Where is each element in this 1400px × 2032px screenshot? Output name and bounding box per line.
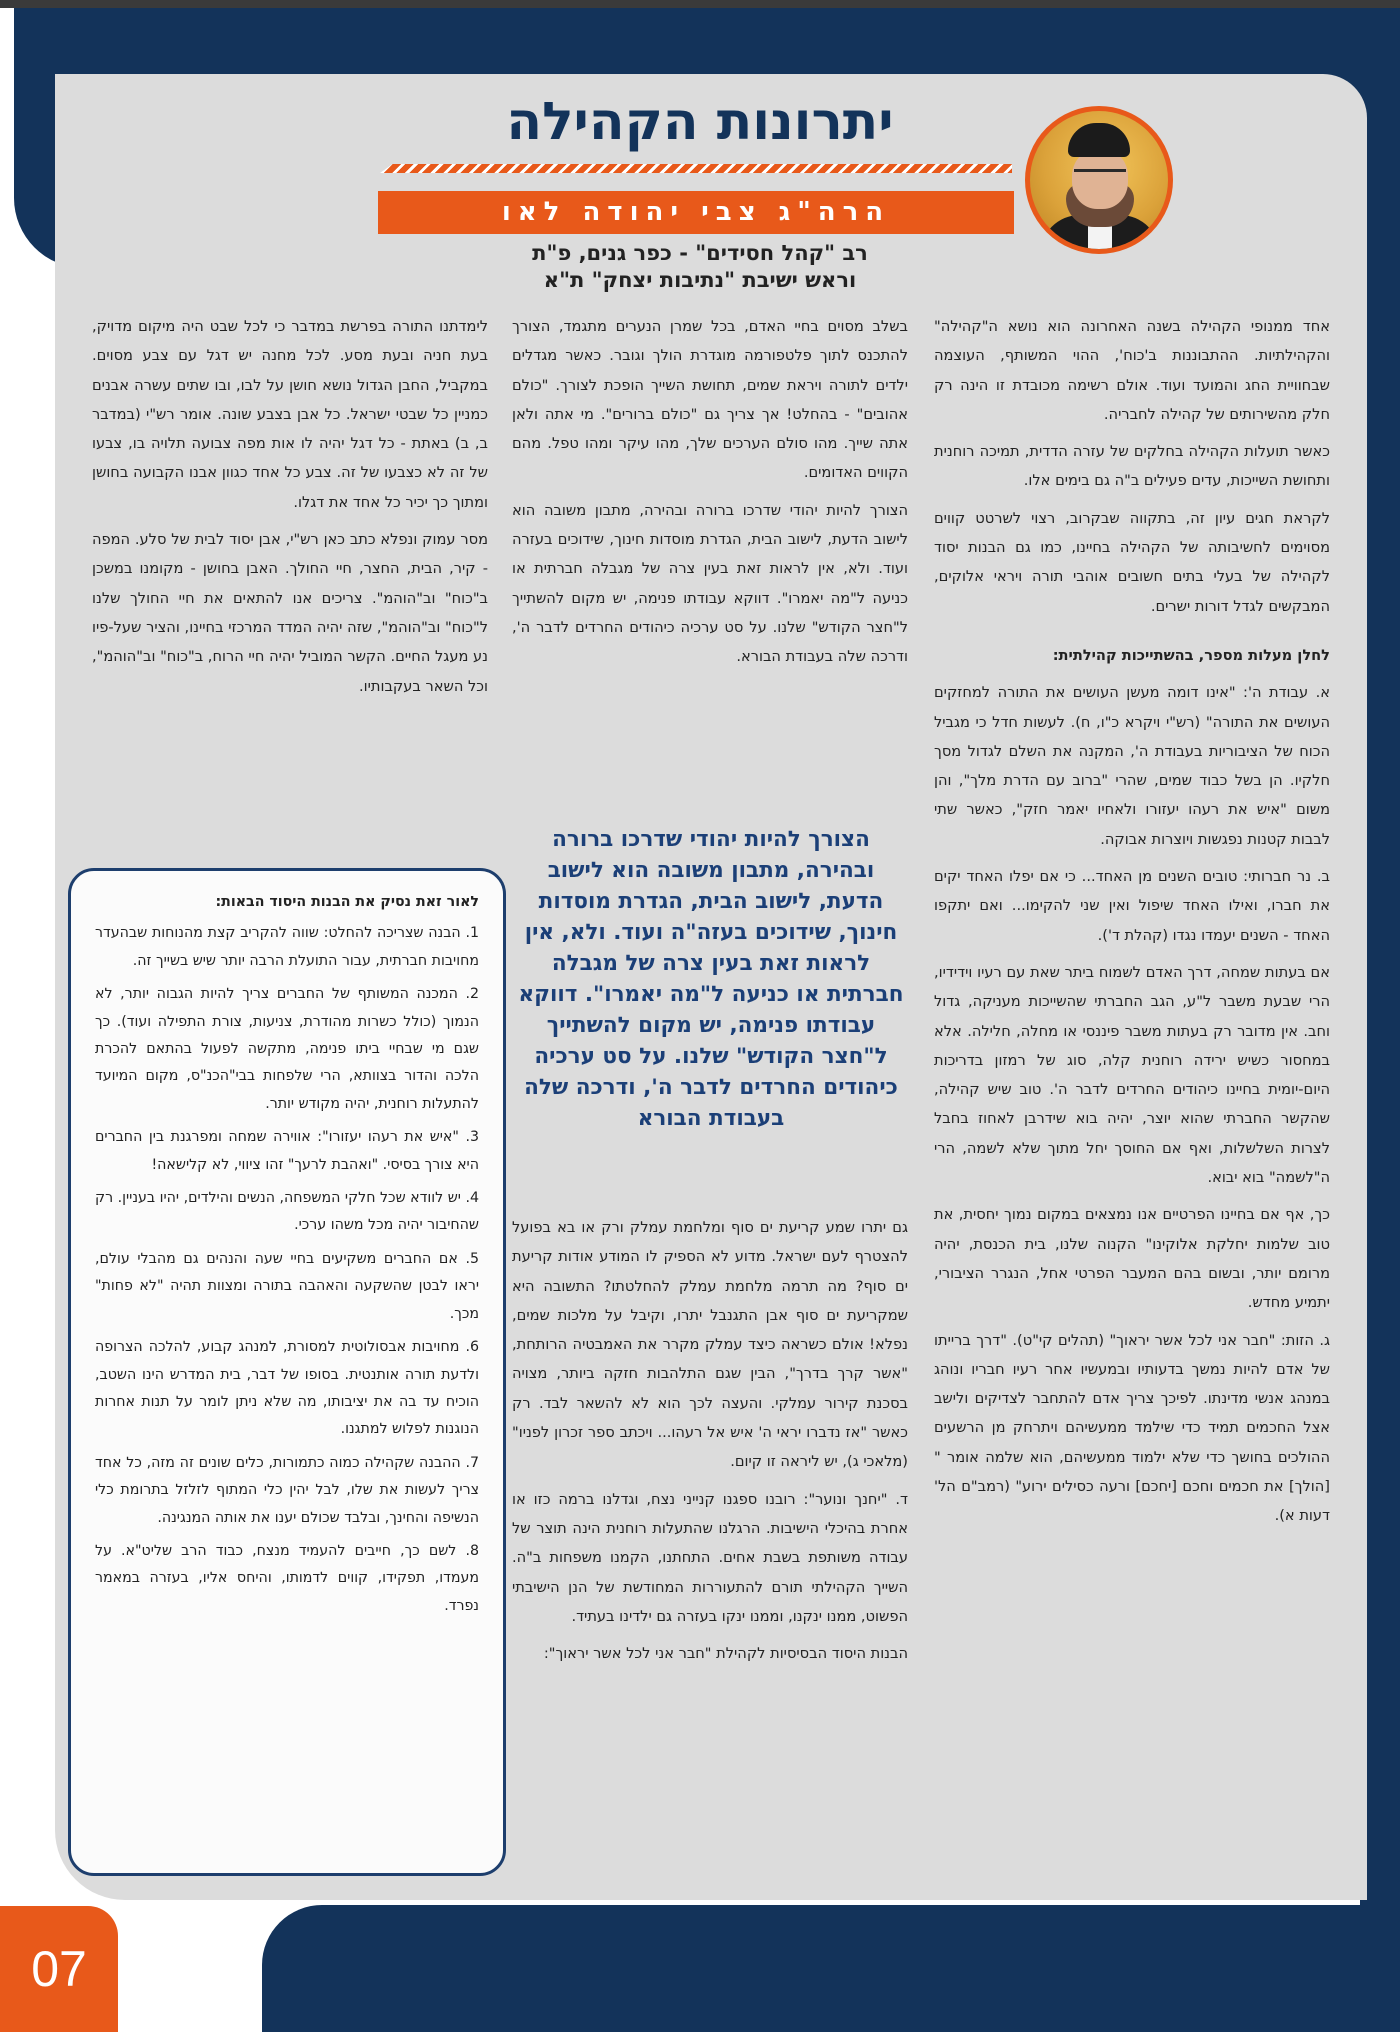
pull-quote: הצורך להיות יהודי שדרכו ברורה ובהירה, מתבון משובה הוא לישוב הדעת, לישוב הבית, הגדרת מוסדות חינוך, שידוכים בעזה"ה ועוד. ולא, אין לראות זאת בעין צרה של מגבלה חברתית או כניעה ל"מה יאמרו". דווקא עבודתו פנימה, יש מקום להשתייך ל"חצר הקודש" שלנו. על סט ערכיה כיהודים החרדים לדבר ה', ודרכה שלה בעבודת הבורא: [518, 827, 904, 1131]
section-subheading: לחלן מעלות מספר, בהשתייכות קהילתית:: [1052, 646, 1330, 664]
article-column-left: [92, 312, 488, 709]
author-role-line: וראש ישיבת "נתיבות יצחק" ת"א: [543, 268, 857, 292]
page-top-border: [0, 0, 1400, 8]
author-role: [470, 240, 930, 294]
article-column-right: [934, 312, 1330, 1539]
paragraph: גם יתרו שמע קריעת ים סוף ומלחמת עמלק ורק או בא בפועל להצטרף לעם ישראל. מדוע לא הספיק לו המודע אודות קריעת ים סוף? מה תרמה מלחמת עמלק להחלטתו? התשובה היא שמקריעת ים סוף אבן התגנבל יתרו, וקיבל על מלכות שמים, נפלא! אולם כשראה כיצד עמלק מקרר את האמבטיה הרותחת, "אשר קרך בדרך", הבין שגם התלהבות חזקה ביותר, מצויה בסכנת קירור עמלקי. והעצה לכך הוא לא להשאר לבד. רק כאשר "אז נדברו יראי ה' איש אל רעהו... ויכתב ספר זכרון לפניו" (מלאכי ג), יש ליראה זו קיום.: [512, 1219, 908, 1471]
author-portrait: [1025, 106, 1173, 254]
paragraph: ד. "יחנך ונוער": רובנו ספגנו קנייני נצח, וגדלנו ברמה כזו או אחרת בהיכלי הישיבות. הרגלנו שהתעלות רוחנית הינה תוצר של עבודה משותפת בשבת אחים. התחתנו, הקמנו משפחות ב"ה. השייך הקהילתי תורם להתעוררות המחודשת של הנן הישיבתי הפשוט, ממנו ינקנו, וממנו ינקו בעזרה גם ילדינו בעתיד.: [512, 1490, 908, 1625]
paragraph: מסר עמוק ונפלא כתב כאן רש"י, אבן יסוד לבית של סלע. המפה - קיר, הבית, החצר, חיי החולך. האבן בחושן - מקומנו במשכן ב"כוח" וב"הוהמ". צריכים אנו להתאים את חיי החולך שלנו ל"כוח" וב"הוהמ", שזה יהיה המדד המרכזי בחיינו, והציר שעל-פיו נע מעגל החיים. הקשר המוביל יהיה חיי הרוח, ב"כוח" וב"הוהמ", וכל השאר בעקבותיו.: [92, 531, 488, 695]
principles-box: [68, 868, 506, 1876]
author-name-bar: הרה"ג צבי יהודה לאו: [378, 191, 1014, 234]
box-item: 3. "איש את רעהו יעזורו": אווירה שמחה ומפרגנת בין החברים היא צורך בסיסי. "ואהבת לרעך" זהו ציווי, לא קלישאה!: [95, 1129, 479, 1173]
navy-footer-band: [262, 1905, 1400, 2032]
paragraph: הצורך להיות יהודי שדרכו ברורה ובהירה, מתבון משובה הוא לישוב הדעת, לישוב הבית, הגדרת מוסדות חינוך, שידוכים בעזרה ועוד. ולא, אין לראות זאת בעין צרה של מגבלה חברתית או כניעה ל"מה יאמרו". דווקא עבודתו פנימה, יש מקום להשתייך ל"חצר הקודש" שלנו. על סט ערכיה כיהודים החרדים לדבר ה', ודרכה שלה בעבודת הבורא.: [512, 501, 908, 666]
page-number: 07: [0, 1906, 118, 2032]
box-item: 7. ההבנה שקהילה כמוה כתמורות, כלים שונים זה מזה, כל אחד צריך לעשות את שלו, לבל יהין כלי המתוף לזלזל בתרומת כלי הנשיפה והחינך, ובלבד שכולם יענו את אותה המנגינה.: [95, 1454, 479, 1526]
article-column-middle-top: [512, 312, 908, 680]
box-item: 5. אם החברים משקיעים בחיי שעה והנהים גם מהבלי עולם, יראו לבטן שהשקעה והאהבה בתורה ומצוות תהיה "לא פחות" מכך.: [95, 1250, 479, 1322]
paragraph: ג. הזות: "חבר אני לכל אשר יראוך" (תהלים קי"ט). "דרך ברייתו של אדם להיות נמשך בדעותיו ובמעשיו אחר רעיו חבריו ונוהג במנהג אנשי מדינתו. לפיכך צריך אדם להתחבר לצדיקים ולישב אצל החכמים תמיד כדי שילמד ממעשיהם ויתרחק מן הרשעים ההולכים בחושך כדי שלא ילמוד ממעשיהם, הוא שלמה אומר "[הולך] את חכמים וחכם [יחכם] ורעה כסילים ירוע" (רמב"ם הל' דעות א).: [934, 1331, 1330, 1525]
paragraph: הבנות היסוד הבסיסיות לקהילת "חבר אני לכל אשר יראוך":: [543, 1645, 908, 1663]
box-item: 1. הבנה שצריכה להחלט: שווה להקריב קצת מהנוחות שבהעדר מחויבות חברתית, עבור התועלת הרבה יותר שיש בשייך זה.: [95, 925, 479, 969]
box-item: 6. מחויבות אבסולוטית למסורת, למנהג קבוע, להלכה הצרופה ולדעת תורה אותנטית. בסופו של דבר, בית המדרש הינו השטב, הוכיח עד בה את יציבותו, מה שלא ניתן לומר על תנות אחרות הנוגנות לפלוש למתגנו.: [95, 1339, 479, 1438]
author-role-line: רב "קהל חסידים" - כפר גנים, פ"ת: [532, 241, 868, 265]
paragraph: ב. נר חברותי: טובים השנים מן האחד... כי אם יפלו האחד יקים את חברו, ואילו האחד שיפול ואין שני להקימו... ואם יתקפו האחד - השנים יעמדו נגדו (קהלת ד').: [934, 868, 1330, 944]
paragraph: בשלב מסוים בחיי האדם, בכל שמרן הנערים מתגמד, הצורך להתכנס לתוך פלטפורמה מוגדרת הולך וגובר. כאשר מגדלים ילדים לתורה ויראת שמים, תחושת השייך הופכת לצורך. "כולם אהובים" - בהחלט! אך צריך גם "כולם ברורים". מי אתה ולאן אתה שייך. מהו סולם הערכים שלך, מהו עיקר ומהו טפל. מהם הקווים האדומים.: [512, 318, 908, 482]
paragraph: אם בעתות שמחה, דרך האדם לשמוח ביתר שאת עם רעיו וידידיו, הרי שבעת משבר ל"ע, הגב החברתי שהשייכות מעניקה, גדול וחב. אין מדובר רק בעתות משבר פיננסי או מחלה, חלילה. אלא במחסור כשיש ירידה רוחנית קלה, סוג של רמזון בדריכות היום-יומית בחיינו כיהודים החרדים לדבר ה'. טוב שיש קהילה, שהקשר החברתי שהוא יוצר, יהיה בוא שידרבן לאחוז בחבל לצרות השלשלות, ואף אם החוסך יחל מתוך שלא לשמה, הרי ה"לשמה" בוא יבוא.: [934, 963, 1330, 1187]
box-item: 2. המכנה המשותף של החברים צריך להיות הגבוה יותר, לא הנמוך (כולל כשרות מהודרת, צניעות, צורת התפילה ועוד). כך שגם מי שבחיי ביתו פנימה, מתקשה לפעול בהתאם להכרת הלכה והדור בצוותא, הרי שלפחות בבי"הכנ"ס, מקום המיועד להתעלות רוחנית, יהיה מקודש יותר.: [95, 986, 479, 1112]
title-underline: [380, 164, 1012, 173]
box-item: 8. לשם כך, חייבים להעמיד מנצח, כבוד הרב שליט"א. על מעמדו, תפקידו, קווים לדמותו, והיחס אליו, בעזרה במאמר נפרד.: [95, 1542, 479, 1614]
paragraph: לימדתנו התורה בפרשת במדבר כי לכל שבט היה מיקום מדויק, בעת חניה ובעת מסע. לכל מחנה יש דגל עם צבע מסוים. במקביל, החבן הגדול נושא חושן על לבו, ובו שתים עשרה אבנים כמניין כל שבטי ישראל. כל אבן בצבע שונה. אומר רש"י (במדבר ב, ב) באתת - כל דגל יהיה לו אות מפה צבועה תלויה בו, צבעו של זה לא כצבעו של זה. צבע כל אחד כגוון אבנו הקבועה בחושן ומתוך כך יכיר כל אחד את דגלו.: [92, 318, 488, 511]
paragraph: כאשר תועלות הקהילה בחלקים של עזרה הדדית, תמיכה רוחנית ותחושת השייכות, עדים פעילים ב"ה גם בימים אלו.: [934, 443, 1330, 490]
box-title: לאור זאת נסיק את הבנות היסוד הבאות:: [215, 894, 479, 910]
article-column-middle-bottom: [512, 1213, 908, 1676]
article-title: יתרונות הקהילה: [506, 92, 894, 152]
paragraph: כך, אף אם בחיינו הפרטיים אנו נמצאים במקום נמוך יחסית, את טוב שלמות יחלקת אלוקינו" הקנוה שלנו, בית הכנסת, יהיה מרומם יותר, ובשום בהם המעבר הפרטי אחל, הנגרר הציבורי, יתמיע מחדש.: [934, 1206, 1330, 1312]
box-item: 4. יש לוודא שכל חלקי המשפחה, הנשים והילדים, יהיו בעניין. רק שהחיבור יהיה מכל משהו ערכי.: [95, 1190, 479, 1234]
paragraph: לקראת חגים עיון זה, בתקווה שבקרוב, רצוי לשרטט קווים מסוימים לחשיבותה של הקהילה בחיינו, כמו גם הבנות יסוד לקהילה של בעלי בתים חשובים אוהבי תורה ויראי אלוקים, המבקשים לגדל דורות ישרים.: [934, 509, 1330, 615]
paragraph: א. עבודת ה': "אינו דומה מעשן העושים את התורה למחזקים העושים את התורה" (רש"י ויקרא כ"ו, ח). לעשות חדל כי מגביל הכוח של הציבוריות בעבודת ה', המקנה את השלם לגדול מסך חלקיו. הן בשל כבוד שמים, שהרי "ברוב עם הדרת מלך", והן משום "איש את רעהו יעזורו ולאחיו יאמר חזק", כאשר שתי לבבות קטנות נפגשות ויוצרות אבוקה.: [934, 684, 1330, 848]
paragraph: אחד ממנופי הקהילה בשנה האחרונה הוא נושא ה"קהילה" והקהילתיות. ההתבוננות ב'כוח', ההוי המשותף, העוצמה שבחוויית החג והמועד ועוד. אולם רשימה מכובדת זו הינה רק חלק מהשירותים של קהילה לחבריה.: [934, 318, 1330, 423]
